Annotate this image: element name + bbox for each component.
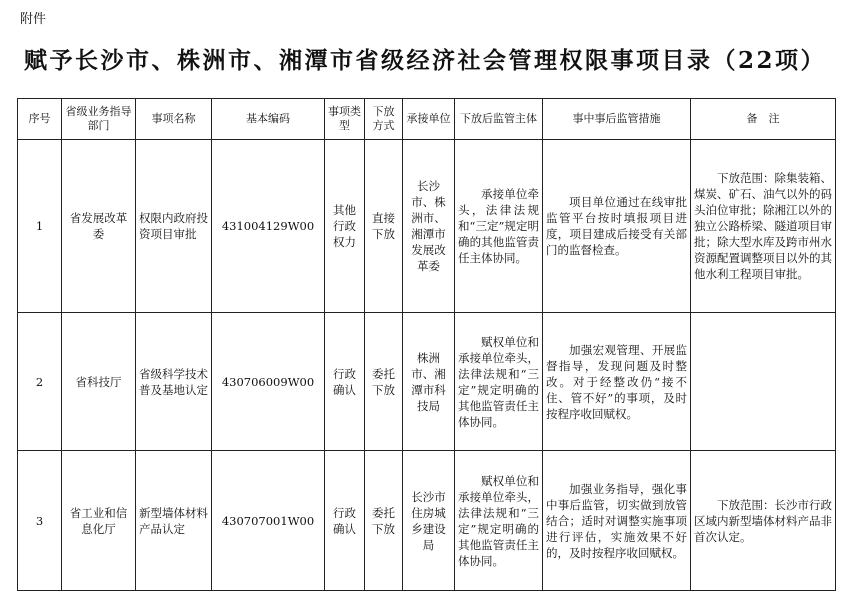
row-measures: 加强宏观管理、开展监督指导，发现问题及时整改。对于经整改仍“接不住、管不好”的事项，及时按程序收回赋权。 [543,313,691,451]
header-row [18,99,836,140]
header-code: 基本编码 [212,99,325,140]
header-remarks: 备 注 [691,99,836,140]
header-name: 事项名称 [136,99,212,140]
page-title: 赋予长沙市、株洲市、湘潭市省级经济社会管理权限事项目录（22项） [23,47,826,74]
row-type: 行政确认 [325,313,365,451]
row-code: 430706009W00 [212,313,325,451]
row-measures: 项目单位通过在线审批监管平台按时填报项目进度，项目建成后接受有关部门的监督检查。 [543,140,691,313]
row-unit: 株洲市、湘潭市科技局 [403,313,455,451]
header-unit: 承接单位 [403,99,455,140]
table-row [18,140,836,313]
row-type: 其他行政权力 [325,140,365,313]
row-supervisor: 承接单位牵头，法律法规和“三定”规定明确的其他监管责任主体协同。 [455,140,543,313]
header-seq: 序号 [18,99,62,140]
row-mode: 直接下放 [365,140,403,313]
row-seq: 1 [18,140,62,313]
row-mode: 委托下放 [365,451,403,591]
header-type: 事项类型 [325,99,365,140]
row-unit: 长沙市、株洲市、湘潭市发展改革委 [403,140,455,313]
row-measures: 加强业务指导，强化事中事后监管，切实做到放管结合；适时对调整实施事项进行评估，实施效果不好的，及时按程序收回赋权。 [543,451,691,591]
row-name: 新型墙体材料产品认定 [136,451,212,591]
row-unit: 长沙市住房城乡建设局 [403,451,455,591]
header-mode: 下放方式 [365,99,403,140]
row-name: 权限内政府投资项目审批 [136,140,212,313]
row-remarks [691,313,836,451]
row-supervisor: 赋权单位和承接单位牵头，法律法规和“三定”规定明确的其他监管责任主体协同。 [455,313,543,451]
row-seq: 3 [18,451,62,591]
attachment-label: 附件 [20,12,47,27]
row-seq: 2 [18,313,62,451]
catalog-table [17,98,836,591]
table-row [18,451,836,591]
row-supervisor: 赋权单位和承接单位牵头，法律法规和“三定”规定明确的其他监管责任主体协同。 [455,451,543,591]
header-dept: 省级业务指导部门 [62,99,136,140]
row-mode: 委托下放 [365,313,403,451]
header-supervisor: 下放后监管主体 [455,99,543,140]
row-remarks: 下放范围：长沙市行政区域内新型墙体材料产品非首次认定。 [691,451,836,591]
row-dept: 省科技厅 [62,313,136,451]
header-measures: 事中事后监管措施 [543,99,691,140]
row-code: 430707001W00 [212,451,325,591]
row-code: 431004129W00 [212,140,325,313]
row-type: 行政确认 [325,451,365,591]
table-row [18,313,836,451]
row-remarks: 下放范围：除集装箱、煤炭、矿石、油气以外的码头泊位审批；除湘江以外的独立公路桥梁、隧道项目审批；除大型水库及跨市州水资源配置调整项目以外的其他水利工程项目审批。 [691,140,836,313]
row-dept: 省工业和信息化厅 [62,451,136,591]
row-name: 省级科学技术普及基地认定 [136,313,212,451]
row-dept: 省发展改革委 [62,140,136,313]
